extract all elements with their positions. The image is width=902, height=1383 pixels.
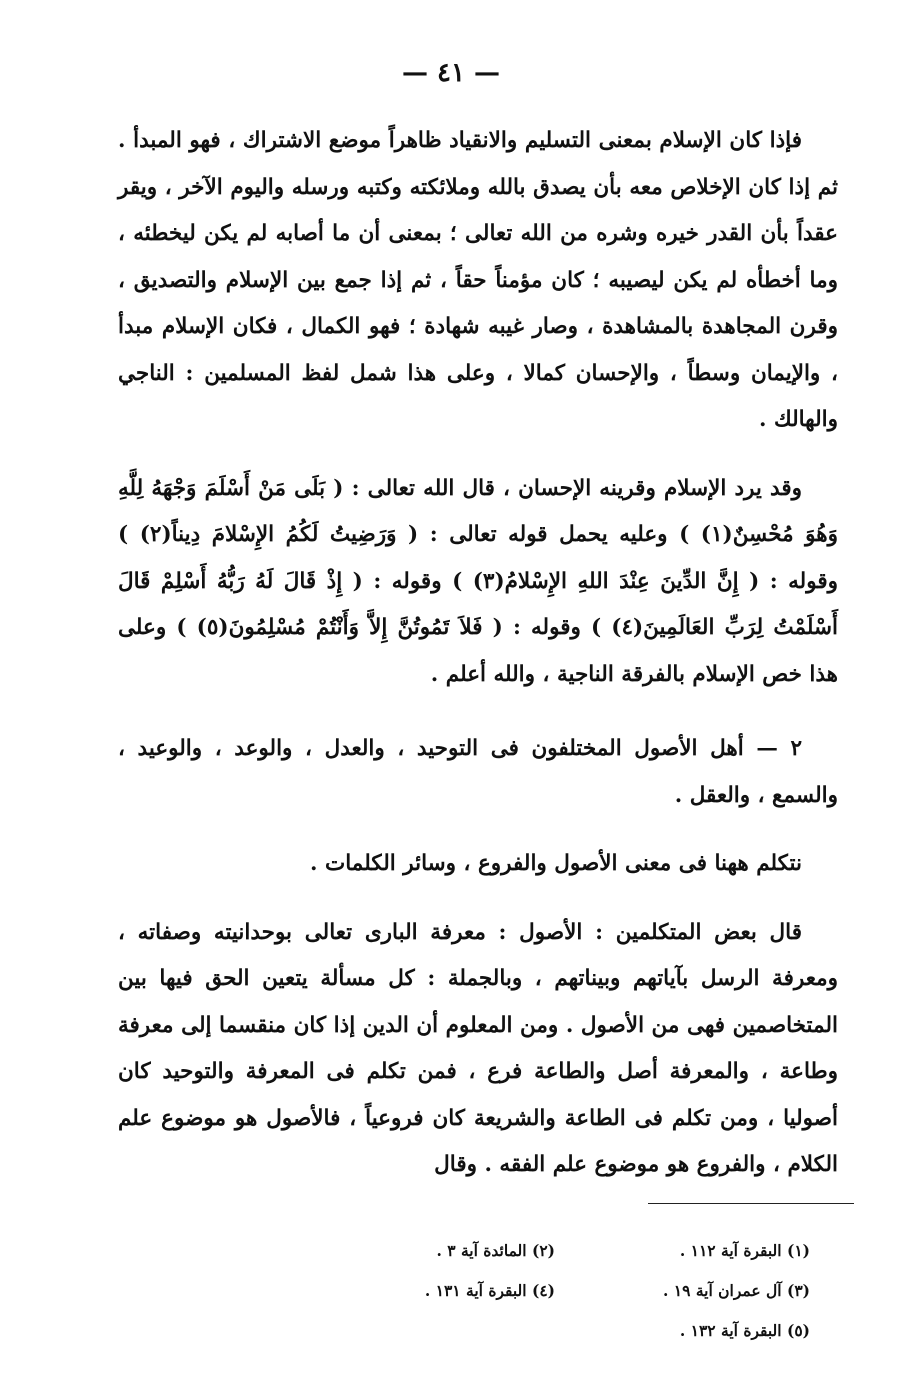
page-number: — ٤١ —	[401, 58, 501, 88]
paragraph-islam-levels: فإذا كان الإسلام بمعنى التسليم والانقياد ظاهراً موضع الاشتراك ، فهو المبدأ . ثم إذا كان الإخلاص معه بأن يصدق بالله وملائكته وكتبه ورسله واليوم الآخر ، ويقر عقداً بأن القدر خيره وشره من الله تعالى ؛ بمعنى أن ما أصابه لم يكن ليخطئه ، وما أخطأه لم يكن ليصيبه ؛ كان مؤمناً حقاً ، ثم إذا جمع بين الإسلام والتصديق ، وقرن المجاهدة بالمشاهدة ، وصار غيبه شهادة ؛ فهو الكمال ، فكان الإسلام مبدأ ، والإيمان وسطاً ، والإحسان كمالا ، وعلى هذا شمل لفظ المسلمين : الناجي والهالك .	[118, 128, 838, 432]
paragraph-usul-definition: قال بعض المتكلمين : الأصول : معرفة البارى تعالى بوحدانيته وصفاته ، ومعرفة الرسل بآياتهم وبيناتهم ، وبالجملة : كل مسألة يتعين الحق فيها بين المتخاصمين فهى من الأصول . ومن المعلوم أن الدين إذا كان منقسما إلى معرفة وطاعة ، والمعرفة أصل والطاعة فرع ، فمن تكلم فى المعرفة والتوحيد كان أصوليا ، ومن تكلم فى الطاعة والشريعة كان فروعياً ، فالأصول هو موضوع علم الكلام ، والفروع هو موضوع علم الفقه . وقال	[118, 919, 838, 1177]
footnote-1: (١) البقرة آية ١١٢ .	[679, 1240, 810, 1260]
footnote-3: (٣) آل عمران آية ١٩ .	[663, 1280, 810, 1300]
paragraph-islam-ihsan: وقد يرد الإسلام وقرينه الإحسان ، قال الله تعالى : ( بَلَى مَنْ أَسْلَمَ وَجْهَهُ لِلَّهِ وَهُوَ مُحْسِنٌ(١) ) وعليه يحمل قوله تعالى : ( وَرَضِيتُ لَكُمُ الإِسْلامَ دِيناً(٢) ) وقوله : ( إِنَّ الدِّينَ عِنْدَ اللهِ الإِسْلامُ(٣) ) وقوله : ( إِذْ قَالَ لَهُ رَبُّهُ أَسْلِمْ قَالَ أَسْلَمْتُ لِرَبِّ العَالَمِينَ(٤) ) وقوله : ( فَلاَ تَمُوتُنَّ إِلاَّ وَأَنْتُمْ مُسْلِمُونَ(٥) ) وعلى هذا خص الإسلام بالفرقة الناجية ، والله أعلم .	[118, 475, 838, 687]
footnote-2: (٢) المائدة آية ٣ .	[436, 1240, 555, 1260]
footnotes	[300, 1230, 810, 1350]
footnote-5: (٥) البقرة آية ١٣٢ .	[679, 1320, 810, 1340]
footnote-row	[300, 1310, 810, 1350]
paragraph-usul-furu-intro: نتكلم ههنا فى معنى الأصول والفروع ، وسائر الكلمات .	[310, 851, 802, 876]
main-text	[118, 118, 838, 1189]
section-heading-2: ٢ — أهل الأصول المختلفون فى التوحيد ، والعدل ، والوعد ، والوعيد ، والسمع ، والعقل .	[118, 736, 838, 808]
footnote-row	[300, 1230, 810, 1270]
footnote-row	[300, 1270, 810, 1310]
footnote-separator	[648, 1203, 854, 1204]
footnote-4: (٤) البقرة آية ١٣١ .	[424, 1280, 555, 1300]
